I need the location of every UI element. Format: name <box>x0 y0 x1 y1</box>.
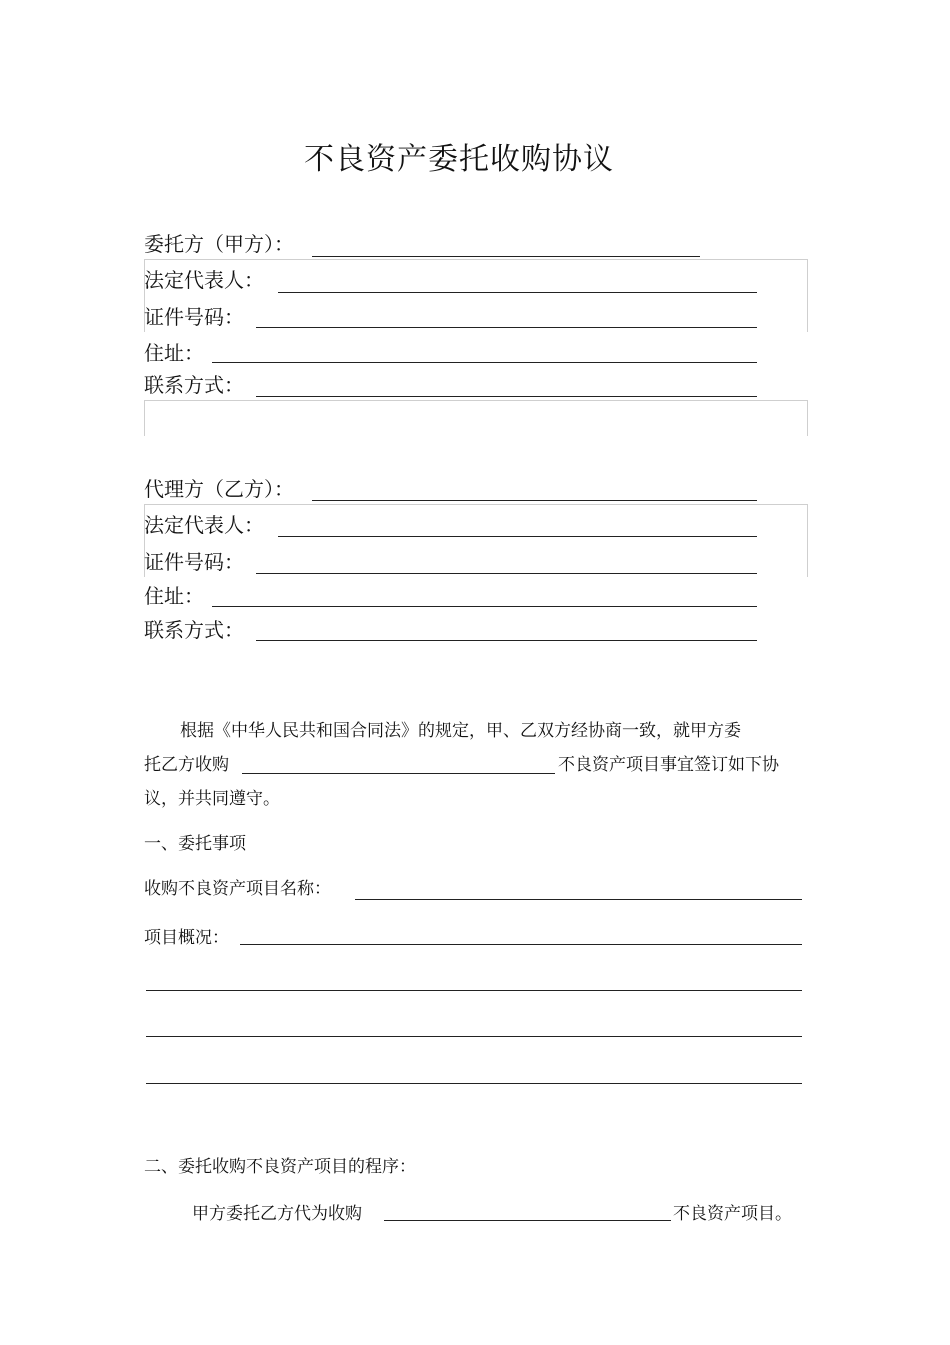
party-b-id-label: 证件号码： <box>144 550 244 574</box>
section-2-asset-line[interactable] <box>384 1220 671 1221</box>
party-a-name-line[interactable] <box>312 256 700 257</box>
project-overview-line-3[interactable] <box>146 1036 802 1037</box>
preamble-line-2-start: 托乙方收购 <box>144 755 229 775</box>
party-a-contact-line[interactable] <box>256 396 757 397</box>
party-b-address-label: 住址： <box>144 584 204 608</box>
section-2-clause-start: 甲方委托乙方代为收购 <box>192 1204 362 1224</box>
party-a-id-line[interactable] <box>256 327 757 328</box>
party-a-spacer-box <box>144 400 808 436</box>
party-b-address-line[interactable] <box>212 606 757 607</box>
party-b-heading: 代理方（乙方）： <box>144 477 294 501</box>
preamble-asset-line[interactable] <box>242 773 555 774</box>
project-overview-line-1[interactable] <box>240 944 802 945</box>
party-a-contact-label: 联系方式： <box>144 373 244 397</box>
section-2-clause-end: 不良资产项目。 <box>673 1204 792 1224</box>
preamble-line-1: 根据《中华人民共和国合同法》的规定，甲、乙双方经协商一致，就甲方委 <box>180 721 741 741</box>
project-overview-label: 项目概况： <box>144 928 229 948</box>
party-b-legal-rep-label: 法定代表人： <box>144 513 264 537</box>
preamble-line-2-end: 不良资产项目事宜签订如下协 <box>558 755 779 775</box>
document-title: 不良资产委托收购协议 <box>304 142 614 177</box>
party-a-heading: 委托方（甲方）： <box>144 232 294 256</box>
party-a-id-label: 证件号码： <box>144 305 244 329</box>
party-a-legal-rep-line[interactable] <box>278 292 757 293</box>
party-b-contact-line[interactable] <box>256 640 757 641</box>
section-2-heading: 二、委托收购不良资产项目的程序： <box>144 1157 416 1177</box>
project-overview-line-4[interactable] <box>146 1083 802 1084</box>
project-overview-line-2[interactable] <box>146 990 802 991</box>
party-a-address-label: 住址： <box>144 341 204 365</box>
project-name-label: 收购不良资产项目名称： <box>144 879 331 899</box>
party-b-legal-rep-line[interactable] <box>278 536 757 537</box>
project-name-line[interactable] <box>355 899 802 900</box>
party-b-contact-label: 联系方式： <box>144 618 244 642</box>
section-1-heading: 一、委托事项 <box>144 834 246 854</box>
party-a-address-line[interactable] <box>212 362 757 363</box>
party-b-name-line[interactable] <box>312 500 757 501</box>
preamble-line-3: 议，并共同遵守。 <box>144 789 280 809</box>
party-b-id-line[interactable] <box>256 573 757 574</box>
party-a-legal-rep-label: 法定代表人： <box>144 268 264 292</box>
